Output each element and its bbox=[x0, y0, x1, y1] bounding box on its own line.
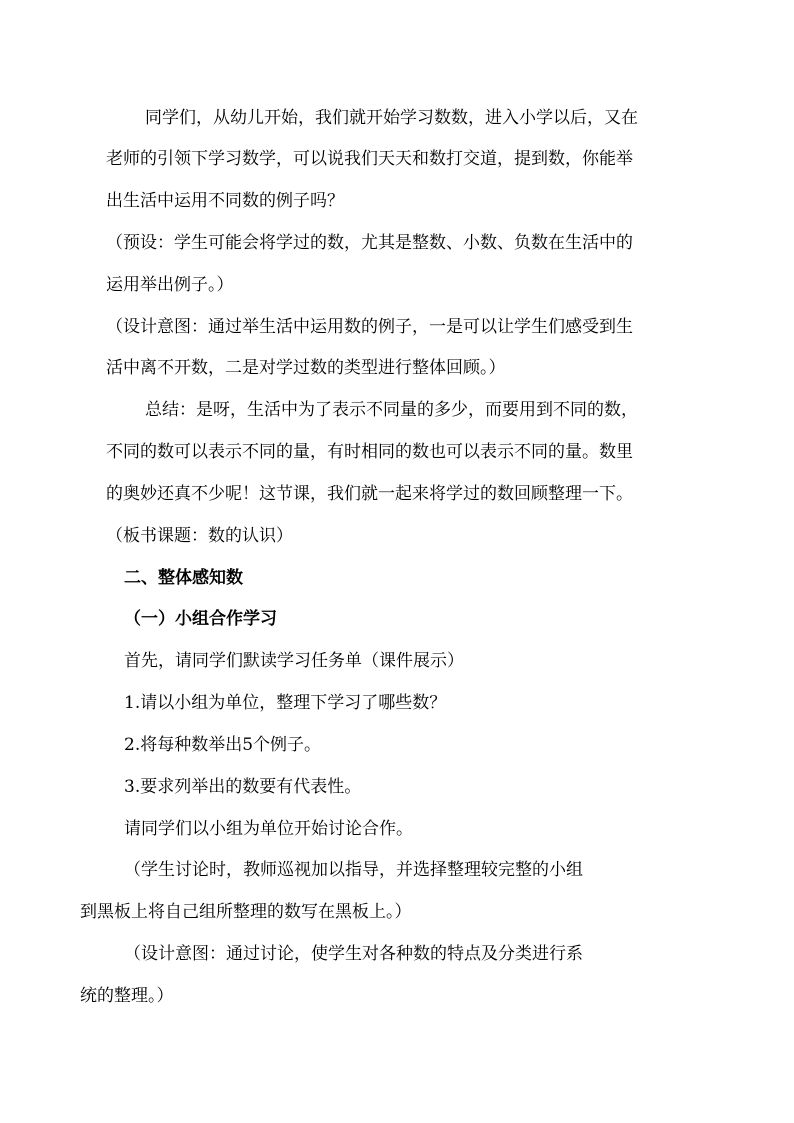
paragraph-design-intent-2-line-2: 统的整理。） bbox=[80, 986, 174, 1006]
paragraph-design-intent-line-2: 活中离不开数，二是对学过数的类型进行整体回顾。） bbox=[106, 358, 506, 378]
paragraph-intro-line-1: 同学们，从幼儿开始，我们就开始学习数数，进入小学以后，又在 bbox=[145, 108, 638, 128]
list-item-1: 1.请以小组为单位，整理下学习了哪些数？ bbox=[124, 693, 447, 713]
paragraph-summary-line-3: 的奥妙还真不少呢！这节课，我们就一起来将学过的数回顾整理一下。 bbox=[106, 484, 633, 504]
paragraph-teacher-line-2: 到黑板上将自己组所整理的数写在黑板上。） bbox=[80, 902, 412, 922]
paragraph-preset-line-2: 运用举出例子。） bbox=[106, 275, 234, 295]
paragraph-discussion: 请同学们以小组为单位开始讨论合作。 bbox=[124, 819, 413, 839]
paragraph-summary-line-1: 总结：是呀，生活中为了表示不同量的多少，而要用到不同的数， bbox=[145, 400, 638, 420]
paragraph-board-title: （板书课题：数的认识） bbox=[106, 526, 293, 546]
paragraph-preset-line-1: （预设：学生可能会将学过的数，尤其是整数、小数、负数在生活中的 bbox=[106, 233, 633, 253]
paragraph-intro-line-2: 老师的引领下学习数学，可以说我们天天和数打交道，提到数，你能举 bbox=[106, 149, 633, 169]
section-heading-3: （一）小组合作学习 bbox=[124, 609, 277, 629]
paragraph-intro-line-3: 出生活中运用不同数的例子吗？ bbox=[106, 191, 344, 211]
paragraph-task-intro: 首先，请同学们默读学习任务单（课件展示） bbox=[124, 651, 464, 671]
list-item-3: 3.要求列举出的数要有代表性。 bbox=[124, 777, 362, 797]
paragraph-teacher-line-1: （学生讨论时，教师巡视加以指导，并选择整理较完整的小组 bbox=[124, 860, 583, 880]
paragraph-design-intent-line-1: （设计意图：通过举生活中运用数的例子，一是可以让学生们感受到生 bbox=[106, 317, 633, 337]
paragraph-design-intent-2-line-1: （设计意图：通过讨论，使学生对各种数的特点及分类进行系 bbox=[124, 944, 583, 964]
paragraph-summary-line-2: 不同的数可以表示不同的量，有时相同的数也可以表示不同的量。数里 bbox=[106, 442, 633, 462]
list-item-2: 2.将每种数举出5个例子。 bbox=[124, 735, 322, 755]
section-heading-2: 二、整体感知数 bbox=[124, 568, 243, 588]
